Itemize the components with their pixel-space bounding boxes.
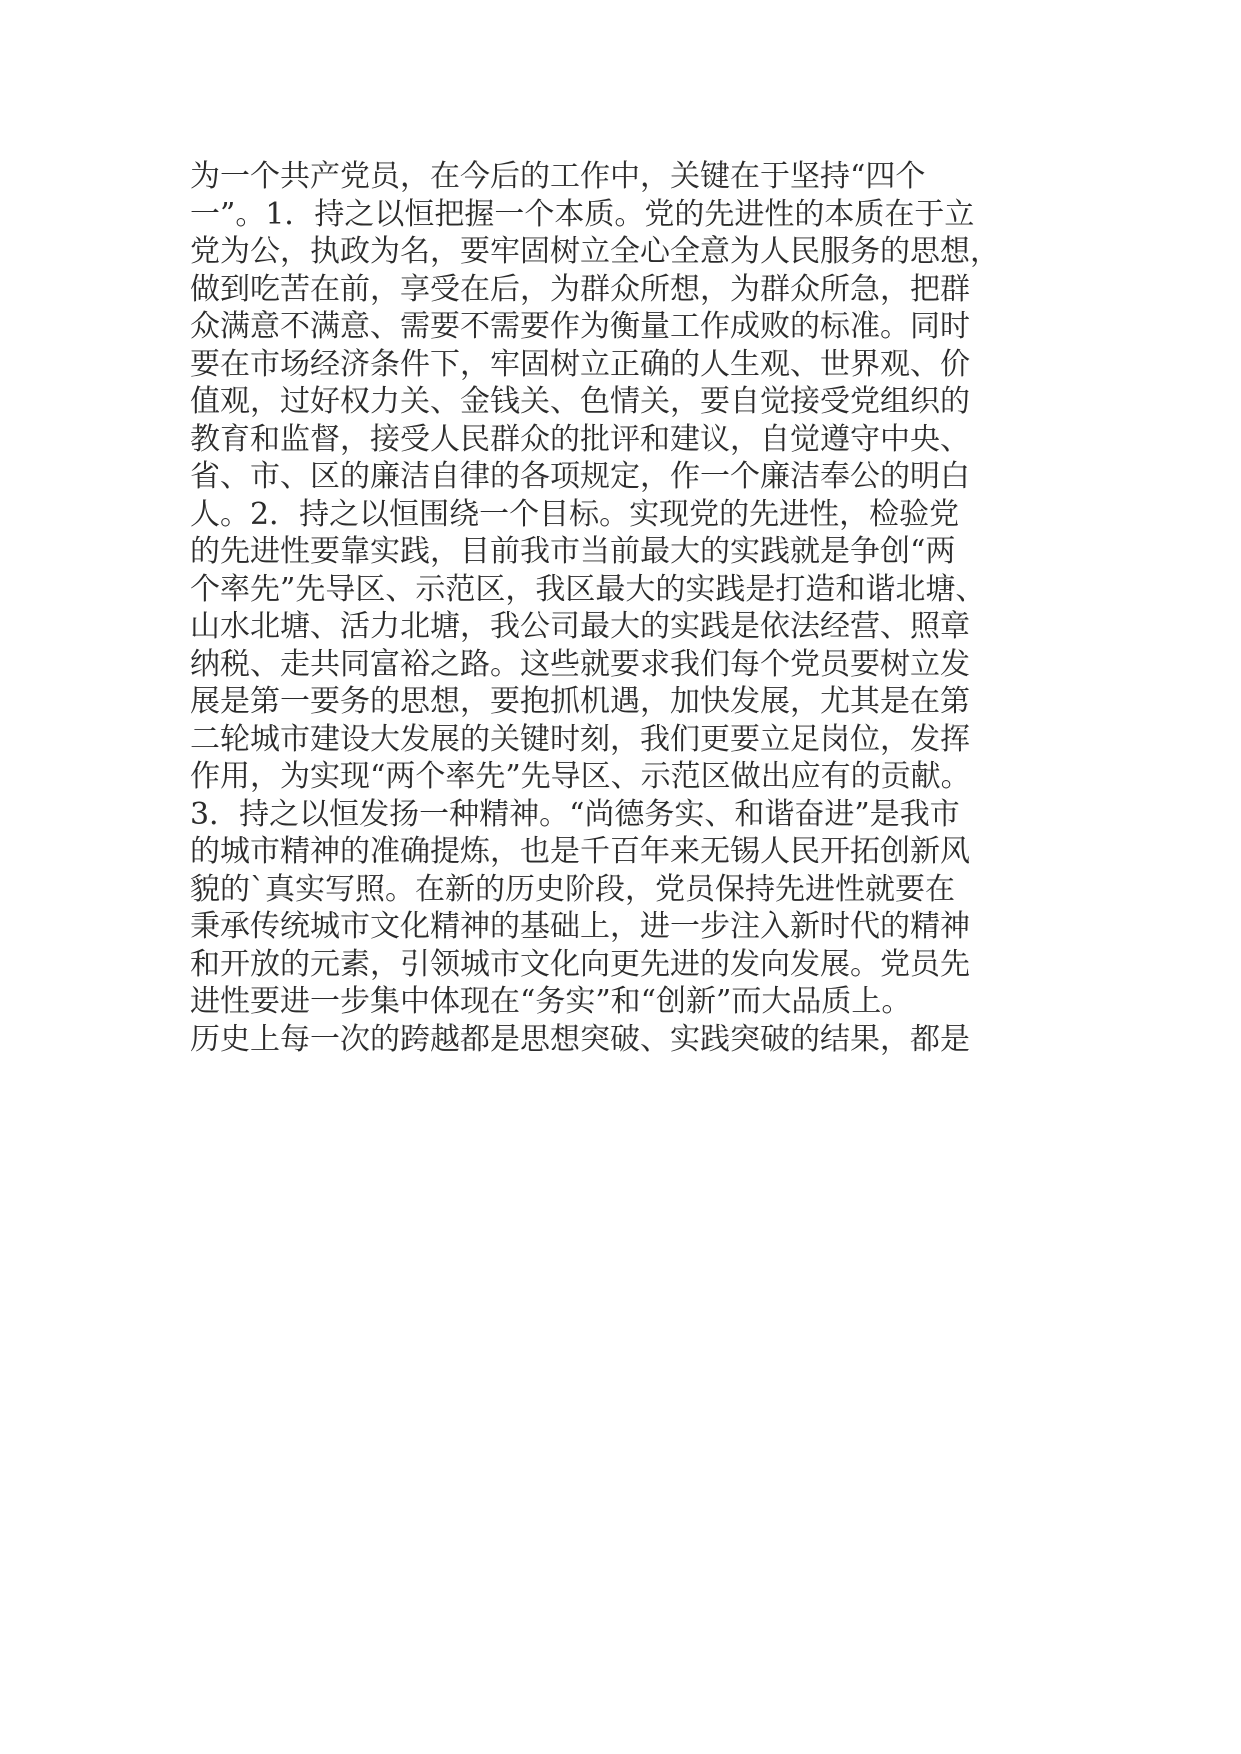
- text-line-13: 山水北塘、活力北塘，我公司最大的实践是依法经营、照章: [190, 609, 970, 644]
- text-line-2: 一”。1．持之以恒把握一个本质。党的先进性的本质在于立: [190, 196, 975, 232]
- text-line-17: 作用，为实现“两个率先”先导区、示范区做出应有的贡献。: [190, 759, 971, 794]
- text-line-11: 的先进性要靠实践，目前我市当前最大的实践就是争创“两: [190, 534, 956, 569]
- body-text: [190, 158, 1070, 1058]
- text-line-6: 要在市场经济条件下，牢固树立正确的人生观、世界观、价: [190, 346, 970, 382]
- text-line-23: 进性要进一步集中体现在“务实”和“创新”而大品质上。: [190, 984, 912, 1019]
- text-line-4: 做到吃苦在前，享受在后，为群众所想，为群众所急，把群: [190, 271, 970, 307]
- text-line-7: 值观，过好权力关、金钱关、色情关，要自觉接受党组织的: [190, 384, 970, 419]
- text-line-19: 的城市精神的准确提炼，也是千百年来无锡人民开拓创新风: [190, 834, 970, 869]
- text-line-24: 历史上每一次的跨越都是思想突破、实践突破的结果，都是: [190, 1021, 970, 1057]
- text-line-15: 展是第一要务的思想，要抱抓机遇，加快发展，尤其是在第: [190, 684, 970, 719]
- text-line-3: 党为公，执政为名，要牢固树立全心全意为人民服务的思想，: [190, 234, 1000, 269]
- text-line-9: 省、市、区的廉洁自律的各项规定，作一个廉洁奉公的明白: [190, 459, 970, 494]
- text-line-22: 和开放的元素，引领城市文化向更先进的发向发展。党员先: [190, 946, 970, 982]
- text-line-20: 貌的`真实写照。在新的历史阶段，党员保持先进性就要在: [190, 871, 955, 907]
- text-line-16: 二轮城市建设大发展的关键时刻，我们更要立足岗位，发挥: [190, 721, 970, 757]
- text-line-21: 秉承传统城市文化精神的基础上，进一步注入新时代的精神: [190, 909, 970, 944]
- text-line-12: 个率先”先导区、示范区，我区最大的实践是打造和谐北塘、: [190, 571, 986, 607]
- text-line-1: 为一个共产党员，在今后的工作中，关键在于坚持“四个: [190, 159, 926, 194]
- text-line-8: 教育和监督，接受人民群众的批评和建议，自觉遵守中央、: [190, 421, 970, 457]
- text-line-14: 纳税、走共同富裕之路。这些就要求我们每个党员要树立发: [190, 646, 970, 682]
- text-line-18: 3．持之以恒发扬一种精神。“尚德务实、和谐奋进”是我市: [190, 796, 960, 832]
- text-line-10: 人。2．持之以恒围绕一个目标。实现党的先进性，检验党: [190, 496, 960, 532]
- text-line-5: 众满意不满意、需要不需要作为衡量工作成败的标准。同时: [190, 309, 970, 344]
